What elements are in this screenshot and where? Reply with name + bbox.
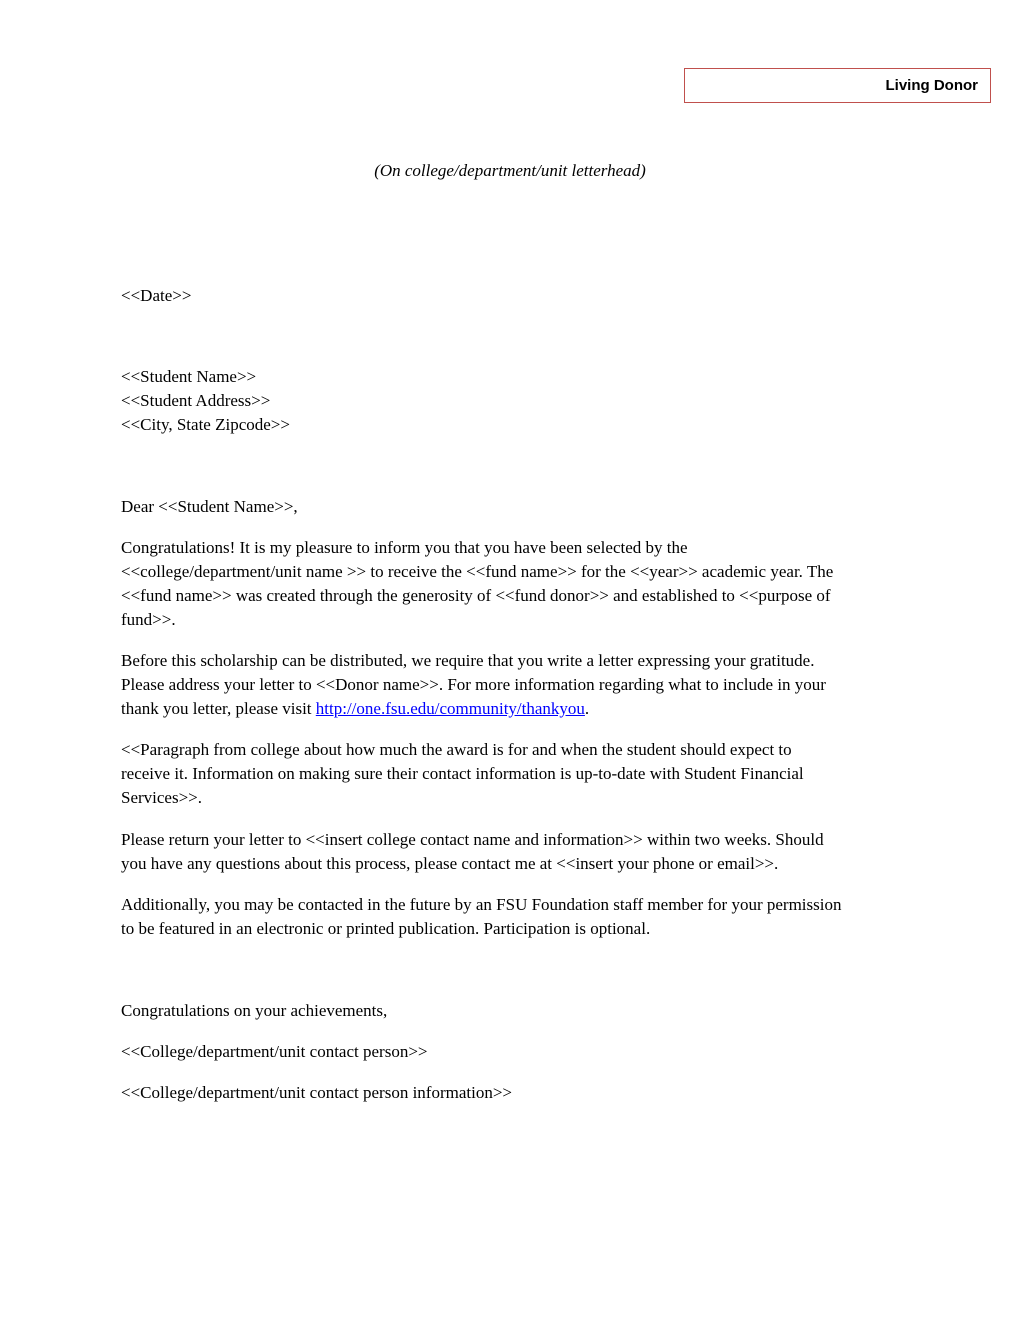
paragraph-line xyxy=(121,697,911,721)
document-type-tag xyxy=(684,68,991,103)
address-street: <<Student Address>> xyxy=(121,391,271,410)
award-paragraph xyxy=(121,738,911,810)
paragraph-line: Before this scholarship can be distributed, we require that you write a letter expressing your gratitude. xyxy=(121,651,815,670)
return-letter-paragraph xyxy=(121,828,911,876)
paragraph-line: <<college/department/unit name >> to receive the <<fund name>> for the <<year>> academic year. The xyxy=(121,562,834,581)
paragraph-line: Please address your letter to <<Donor name>>. For more information regarding what to include in your xyxy=(121,675,826,694)
paragraph-line: <<fund name>> was created through the generosity of <<fund donor>> and established to <<purpose of xyxy=(121,586,831,605)
paragraph-line: <<Paragraph from college about how much the award is for and when the student should expect to xyxy=(121,740,792,759)
paragraph-line: you have any questions about this process, please contact me at <<insert your phone or email>>. xyxy=(121,854,779,873)
address-city: <<City, State Zipcode>> xyxy=(121,415,290,434)
thank-you-link[interactable]: http://one.fsu.edu/community/thankyou xyxy=(315,699,585,718)
link-suffix: . xyxy=(584,699,590,718)
salutation: Dear <<Student Name>>, xyxy=(121,497,298,516)
paragraph-line: Services>>. xyxy=(121,788,203,807)
congratulations-paragraph xyxy=(121,536,911,632)
link-prefix: thank you letter, please visit xyxy=(121,699,316,718)
closing: Congratulations on your achievements, xyxy=(121,1001,388,1020)
letterhead-note: (On college/department/unit letterhead) xyxy=(374,161,646,180)
paragraph-line: fund>>. xyxy=(121,610,176,629)
paragraph-line: receive it. Information on making sure their contact information is up-to-date with Student Financial xyxy=(121,764,804,783)
signature-info: <<College/department/unit contact person information>> xyxy=(121,1083,512,1102)
paragraph-line: Additionally, you may be contacted in the future by an FSU Foundation staff member for your permission xyxy=(121,895,842,914)
additional-paragraph xyxy=(121,893,911,941)
paragraph-line: to be featured in an electronic or printed publication. Participation is optional. xyxy=(121,919,651,938)
paragraph-line: Congratulations! It is my pleasure to inform you that you have been selected by the xyxy=(121,538,688,557)
paragraph-line: Please return your letter to <<insert college contact name and information>> within two weeks. Should xyxy=(121,830,824,849)
signature-person: <<College/department/unit contact person>> xyxy=(121,1042,428,1061)
date-line: <<Date>> xyxy=(121,286,192,305)
thank-you-letter-paragraph xyxy=(121,649,911,721)
address-name: <<Student Name>> xyxy=(121,367,257,386)
tag-label: Living Donor xyxy=(885,77,978,94)
